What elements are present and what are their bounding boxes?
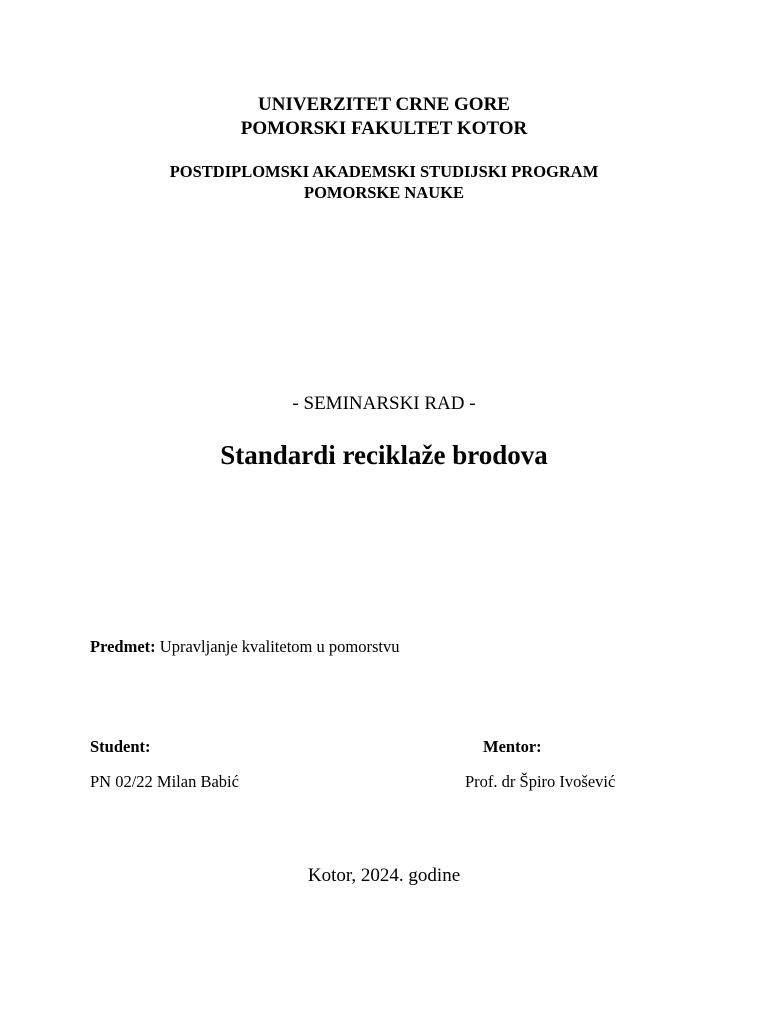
faculty-name: POMORSKI FAKULTET KOTOR (240, 118, 528, 139)
university-name: UNIVERZITET CRNE GORE (258, 94, 510, 115)
place-and-date: Kotor, 2024. godine (307, 865, 461, 886)
work-type: - SEMINARSKI RAD - (292, 393, 476, 414)
subject-value: Upravljanje kvalitetom u pomorstvu (159, 637, 400, 656)
subject-label: Predmet: (90, 637, 156, 656)
subject-line (90, 636, 399, 657)
study-program-line-1: POSTDIPLOMSKI AKADEMSKI STUDIJSKI PROGRAM (169, 162, 599, 181)
study-program-line-2: POMORSKE NAUKE (304, 183, 464, 202)
paper-title: Standardi reciklaže brodova (220, 440, 548, 470)
mentor-label: Mentor: (483, 737, 542, 756)
mentor-name: Prof. dr Špiro Ivošević (465, 772, 616, 791)
student-name: PN 02/22 Milan Babić (90, 772, 239, 791)
student-label: Student: (90, 737, 151, 756)
